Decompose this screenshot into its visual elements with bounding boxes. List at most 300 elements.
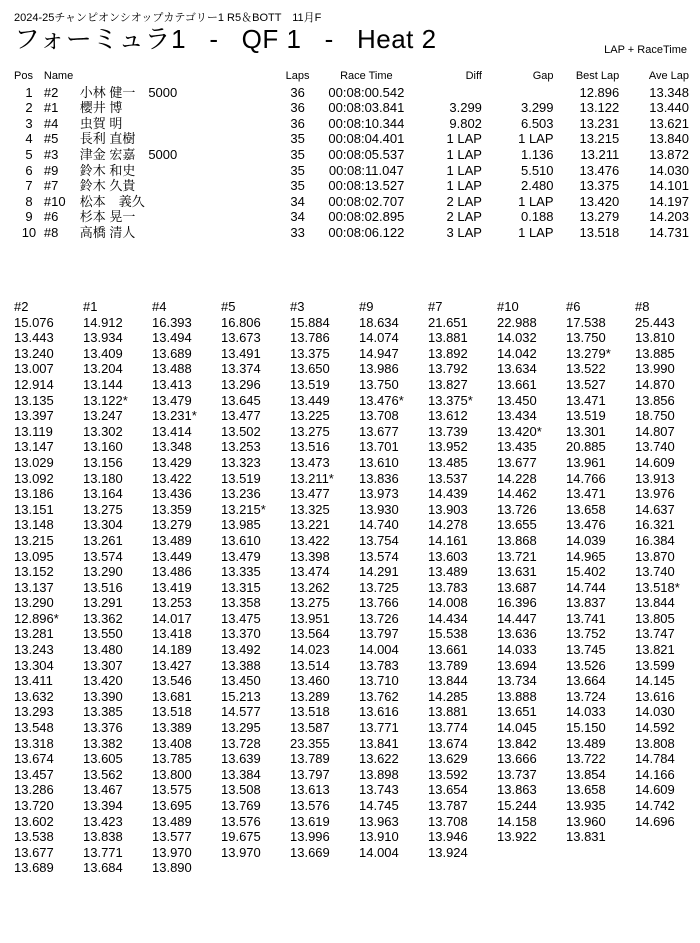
laps-cell: 35: [290, 162, 305, 178]
ave-lap-cell: 14.197: [649, 193, 689, 209]
title-session: QF 1: [241, 24, 302, 54]
lap-time: 13.726: [359, 610, 399, 626]
lap-column-car-number: #8: [635, 299, 650, 314]
lap-column: [14, 299, 84, 876]
lap-column: [566, 299, 636, 845]
lap-time: 15.538: [428, 626, 468, 642]
lap-time: 13.279: [152, 517, 192, 533]
lap-time: 13.029: [14, 454, 54, 470]
lap-time: 14.870: [635, 376, 675, 392]
ave-lap-cell: 13.440: [649, 100, 689, 116]
lap-time: 13.694: [497, 657, 537, 673]
lap-time: 13.808: [635, 735, 675, 751]
lap-time: 12.896*: [14, 610, 59, 626]
lap-time: 14.189: [152, 642, 192, 658]
lap-time: 13.708: [359, 408, 399, 424]
lap-time: 13.296: [221, 376, 261, 392]
lap-time: 13.516: [83, 579, 123, 595]
lap-time: 13.411: [14, 673, 53, 689]
table-row: [14, 162, 689, 178]
lap-time: 13.279*: [566, 345, 611, 361]
lap-time: 13.603: [428, 548, 468, 564]
lap-time: 13.740: [635, 564, 675, 580]
lap-time: 14.291: [359, 564, 399, 580]
lap-time: 13.304: [83, 517, 123, 533]
lap-time: 13.985: [221, 517, 261, 533]
lap-time: 14.074: [359, 330, 399, 346]
lap-time: 13.301: [566, 423, 606, 439]
gap-cell: 1.136: [520, 146, 554, 162]
lap-time: 13.375: [290, 345, 330, 361]
lap-time: 13.664: [566, 673, 606, 689]
lap-time: 13.913: [635, 470, 675, 486]
lap-time: 13.423: [83, 813, 123, 829]
lap-time: 13.639: [221, 751, 261, 767]
lap-time: 13.844: [428, 673, 468, 689]
lap-time: 13.186: [14, 486, 54, 502]
lap-time: 13.518*: [635, 579, 680, 595]
lap-time: 13.429: [152, 454, 192, 470]
lap-time: 13.215: [14, 532, 54, 548]
race-time-cell: 00:08:06.122: [328, 224, 405, 240]
col-header-diff: Diff: [465, 70, 482, 82]
race-time-cell: 00:08:05.537: [328, 146, 405, 162]
table-row: [14, 131, 689, 147]
ave-lap-cell: 14.030: [649, 162, 689, 178]
car-number-cell: #5: [43, 131, 59, 147]
lap-time: 13.898: [359, 766, 399, 782]
lap-time: 13.786: [290, 330, 330, 346]
lap-time: 15.244: [497, 798, 537, 813]
lap-time: 13.890: [152, 860, 192, 876]
lap-time: 14.278: [428, 517, 468, 533]
lap-time: 13.881: [428, 704, 468, 720]
lap-time: 13.976: [635, 486, 675, 502]
ave-lap-cell: 14.731: [649, 224, 689, 240]
diff-cell: 9.802: [449, 115, 482, 131]
lap-time: 13.362: [83, 610, 123, 626]
lap-time: 14.609: [635, 782, 675, 798]
laps-cell: 35: [290, 146, 305, 162]
lap-time: 14.447: [497, 610, 537, 626]
lap-time: 14.740: [359, 517, 399, 533]
lap-time: 13.741: [566, 610, 606, 626]
race-time-cell: 00:08:13.527: [328, 178, 405, 194]
diff-cell: 1 LAP: [446, 162, 482, 178]
lap-time: 13.774: [428, 720, 468, 736]
driver-name-cell: 小林 健一 5000: [79, 84, 178, 100]
lap-time: 13.836: [359, 470, 399, 486]
lap-time: 13.934: [83, 330, 123, 346]
lap-time: 14.577: [221, 704, 261, 720]
lap-note: LAP + RaceTime: [604, 44, 687, 56]
lap-time: 14.766: [566, 470, 606, 486]
lap-time: 14.439: [428, 486, 468, 502]
table-row: [14, 178, 689, 194]
lap-time: 13.619: [290, 813, 330, 829]
lap-time: 13.632: [14, 688, 54, 704]
lap-time: 13.951: [290, 610, 330, 626]
lap-time: 13.414: [152, 423, 192, 439]
lap-time: 13.390: [83, 688, 123, 704]
lap-time: 13.870: [635, 548, 675, 564]
laps-cell: 35: [290, 131, 305, 147]
car-number-cell: #3: [43, 146, 59, 162]
laps-cell: 35: [290, 178, 305, 194]
lap-time: 17.538: [566, 314, 606, 330]
lap-column-car-number: #10: [497, 299, 519, 314]
race-time-cell: 00:08:03.841: [328, 100, 405, 116]
lap-time: 13.737: [497, 766, 537, 782]
lap-time: 14.008: [428, 595, 468, 611]
lap-time: 13.476*: [359, 392, 404, 408]
lap-time: 13.526: [566, 657, 606, 673]
lap-time: 13.473: [290, 454, 330, 470]
diff-cell: 1 LAP: [446, 146, 482, 162]
lap-time: 13.519: [566, 408, 606, 424]
lap-time: 13.247: [83, 408, 123, 424]
pos-cell: 6: [25, 162, 33, 178]
lap-time: 13.752: [566, 626, 606, 642]
lap-time: 13.443: [14, 330, 54, 346]
car-number-cell: #2: [43, 84, 59, 100]
lap-time: 13.762: [359, 688, 399, 704]
lap-time: 13.460: [290, 673, 330, 689]
lap-time: 13.599: [635, 657, 675, 673]
lap-time: 13.720: [14, 798, 54, 813]
diff-cell: 1 LAP: [446, 131, 482, 147]
lap-time: 21.651: [428, 314, 468, 330]
lap-time: 13.151: [14, 501, 54, 517]
ave-lap-cell: 13.840: [649, 131, 689, 147]
lap-time: 13.986: [359, 361, 399, 377]
table-row: [14, 225, 689, 241]
lap-time: 13.661: [497, 376, 537, 392]
lap-time: 13.754: [359, 532, 399, 548]
lap-time: 13.710: [359, 673, 399, 689]
lap-time: 14.032: [497, 330, 537, 346]
gap-cell: 1 LAP: [518, 224, 554, 240]
col-header-ave-lap: Ave Lap: [648, 70, 689, 82]
lap-time: 13.474: [290, 564, 330, 580]
lap-time: 13.973: [359, 486, 399, 502]
lap-time: 13.492: [221, 642, 261, 658]
lap-time: 13.841: [359, 735, 399, 751]
lap-time: 13.394: [83, 798, 123, 813]
lap-time: 13.970: [152, 844, 192, 860]
lap-time: 13.616: [359, 704, 399, 720]
lap-time: 13.661: [428, 642, 468, 658]
gap-cell: 0.188: [520, 209, 554, 225]
lap-time: 13.450: [221, 673, 261, 689]
lap-time: 23.355: [290, 735, 330, 751]
lap-time: 13.930: [359, 501, 399, 517]
lap-time: 13.479: [152, 392, 192, 408]
lap-time: 13.293: [14, 704, 54, 720]
lap-time: 13.215*: [221, 501, 266, 517]
lap-time: 16.396: [497, 595, 537, 611]
pos-cell: 8: [25, 193, 33, 209]
lap-time: 13.669: [290, 844, 330, 860]
lap-time: 13.302: [83, 423, 123, 439]
lap-time: 14.158: [497, 813, 537, 829]
lap-time: 19.675: [221, 829, 261, 845]
lap-time: 13.725: [359, 579, 399, 595]
lap-time: 14.912: [83, 314, 123, 330]
diff-cell: 1 LAP: [446, 178, 482, 194]
lap-time: 13.681: [152, 688, 192, 704]
lap-time: 14.434: [428, 610, 468, 626]
gap-cell: 5.510: [520, 162, 554, 178]
lap-time: 13.348: [152, 439, 192, 455]
lap-time: 13.007: [14, 361, 54, 377]
lap-time: 14.965: [566, 548, 606, 564]
lap-time: 13.435: [497, 439, 537, 455]
lap-time: 13.471: [566, 486, 606, 502]
lap-time: 13.489: [428, 564, 468, 580]
lap-time: 13.147: [14, 439, 54, 455]
driver-name-cell: 鈴木 和史: [79, 162, 136, 178]
best-lap-cell: 13.375: [579, 178, 620, 194]
pos-cell: 9: [25, 209, 33, 225]
lap-time: 13.631: [497, 564, 537, 580]
lap-time: 14.145: [635, 673, 675, 689]
lap-time: 13.750: [566, 330, 606, 346]
lap-time: 13.290: [83, 564, 123, 580]
lap-time: 13.838: [83, 829, 123, 845]
lap-column-car-number: #9: [359, 299, 374, 314]
lap-time: 13.514: [290, 657, 330, 673]
lap-time: 13.491: [221, 345, 261, 361]
title-dash: -: [209, 24, 219, 54]
lap-column: [290, 299, 360, 860]
lap-time: 13.892: [428, 345, 468, 361]
lap-time: 13.888: [497, 688, 537, 704]
lap-time: 13.295: [221, 720, 261, 736]
lap-time: 13.375*: [428, 392, 473, 408]
lap-time: 13.221: [290, 517, 330, 533]
lap-time: 13.771: [359, 720, 399, 736]
col-header-best-lap: Best Lap: [575, 70, 620, 82]
lap-time: 13.910: [359, 829, 399, 845]
lap-time: 14.161: [428, 532, 468, 548]
ave-lap-cell: 14.203: [649, 209, 689, 225]
pos-cell: 2: [25, 100, 33, 116]
lap-time: 13.789: [290, 751, 330, 767]
lap-time: 25.443: [635, 314, 675, 330]
results-header-row: [14, 69, 689, 85]
lap-time: 14.592: [635, 720, 675, 736]
lap-time: 13.800: [152, 766, 192, 782]
lap-time: 13.610: [359, 454, 399, 470]
lap-time: 13.419: [152, 579, 192, 595]
lap-time: 14.039: [566, 532, 606, 548]
lap-time: 13.708: [428, 813, 468, 829]
lap-time: 13.156: [83, 454, 123, 470]
col-header-laps: Laps: [285, 70, 310, 82]
lap-time: 13.734: [497, 673, 537, 689]
best-lap-cell: 13.215: [579, 131, 620, 147]
lap-time: 13.868: [497, 532, 537, 548]
lap-column: [428, 299, 498, 860]
lap-time: 15.884: [290, 314, 330, 330]
lap-time: 13.427: [152, 657, 192, 673]
lap-time: 13.574: [359, 548, 399, 564]
lap-time: 13.575: [152, 782, 192, 798]
lap-time: 13.587: [290, 720, 330, 736]
lap-time: 13.546: [152, 673, 192, 689]
lap-time: 13.307: [83, 657, 123, 673]
lap-column: [221, 299, 291, 860]
lap-time: 13.275: [290, 423, 330, 439]
car-number-cell: #10: [43, 193, 66, 209]
lap-time: 13.388: [221, 657, 261, 673]
laps-cell: 33: [290, 224, 305, 240]
lap-time: 13.389: [152, 720, 192, 736]
lap-time: 13.610: [221, 532, 261, 548]
lap-time: 13.785: [152, 751, 192, 767]
lap-time: 13.382: [83, 735, 123, 751]
lap-time: 13.842: [497, 735, 537, 751]
lap-time: 13.527: [566, 376, 606, 392]
lap-time: 16.384: [635, 532, 675, 548]
lap-column: [83, 299, 153, 876]
lap-time: 13.135: [14, 392, 54, 408]
lap-times-grid: [14, 299, 694, 939]
lap-time: 13.508: [221, 782, 261, 798]
lap-time: 13.180: [83, 470, 123, 486]
lap-time: 13.502: [221, 423, 261, 439]
lap-time: 13.152: [14, 564, 54, 580]
lap-time: 13.518: [152, 704, 192, 720]
lap-time: 13.689: [152, 345, 192, 361]
lap-time: 13.291: [83, 595, 123, 611]
diff-cell: 3 LAP: [446, 224, 482, 240]
lap-column-car-number: #4: [152, 299, 167, 314]
driver-name-cell: 長利 直樹: [79, 131, 136, 147]
lap-time: 13.261: [83, 532, 123, 548]
title-heat: Heat 2: [356, 24, 437, 54]
race-time-cell: 00:08:10.344: [328, 115, 405, 131]
race-time-cell: 00:08:11.047: [328, 162, 404, 178]
lap-time: 13.684: [83, 860, 123, 876]
lap-time: 22.988: [497, 314, 537, 330]
diff-cell: 2 LAP: [446, 193, 482, 209]
lap-time: 14.045: [497, 720, 537, 736]
lap-time: 13.970: [221, 844, 261, 860]
race-time-cell: 00:08:04.401: [328, 131, 405, 147]
best-lap-cell: 13.231: [579, 115, 620, 131]
lap-time: 13.960: [566, 813, 606, 829]
lap-time: 13.275: [83, 501, 123, 517]
lap-time: 13.885: [635, 345, 675, 361]
pos-cell: 4: [25, 131, 33, 147]
laps-cell: 34: [290, 193, 305, 209]
lap-time: 13.304: [14, 657, 54, 673]
lap-time: 13.384: [221, 766, 261, 782]
lap-time: 13.204: [83, 361, 123, 377]
lap-time: 13.548: [14, 720, 54, 736]
lap-time: 14.004: [359, 844, 399, 860]
table-row: [14, 85, 689, 101]
lap-time: 13.622: [359, 751, 399, 767]
lap-time: 13.489: [152, 532, 192, 548]
lap-time: 13.797: [290, 766, 330, 782]
lap-time: 13.358: [221, 595, 261, 611]
lap-time: 13.480: [83, 642, 123, 658]
lap-time: 13.449: [290, 392, 330, 408]
col-header-name: Name: [43, 70, 74, 82]
lap-time: 13.537: [428, 470, 468, 486]
lap-column-car-number: #7: [428, 299, 443, 314]
lap-time: 14.285: [428, 688, 468, 704]
title-series: フォーミュラ1: [14, 24, 187, 54]
lap-time: 13.488: [152, 361, 192, 377]
lap-time: 13.592: [428, 766, 468, 782]
lap-time: 13.253: [152, 595, 192, 611]
car-number-cell: #7: [43, 178, 59, 194]
lap-time: 13.745: [566, 642, 606, 658]
lap-time: 13.783: [428, 579, 468, 595]
table-row: [14, 209, 689, 225]
lap-time: 13.677: [497, 454, 537, 470]
lap-time: 14.042: [497, 345, 537, 361]
table-row: [14, 194, 689, 210]
lap-column-car-number: #1: [83, 299, 98, 314]
lap-time: 13.602: [14, 813, 54, 829]
lap-time: 13.792: [428, 361, 468, 377]
ave-lap-cell: 13.872: [649, 146, 689, 162]
lap-time: 13.821: [635, 642, 675, 658]
car-number-cell: #9: [43, 162, 59, 178]
lap-time: 13.240: [14, 345, 54, 361]
lap-time: 13.467: [83, 782, 123, 798]
lap-time: 13.789: [428, 657, 468, 673]
lap-time: 13.370: [221, 626, 261, 642]
lap-time: 13.519: [290, 376, 330, 392]
lap-time: 13.516: [290, 439, 330, 455]
lap-time: 13.385: [83, 704, 123, 720]
best-lap-cell: 13.279: [579, 209, 620, 225]
race-time-cell: 00:08:02.707: [328, 193, 405, 209]
lap-time: 13.854: [566, 766, 606, 782]
lap-time: 13.434: [497, 408, 537, 424]
best-lap-cell: 13.122: [579, 100, 620, 116]
gap-cell: 2.480: [520, 178, 554, 194]
driver-name-cell: 櫻井 博: [79, 100, 123, 116]
driver-name-cell: 高橋 清人: [79, 224, 136, 240]
best-lap-cell: 13.518: [579, 224, 620, 240]
lap-column: [152, 299, 222, 876]
lap-time: 13.689: [14, 860, 54, 876]
lap-time: 13.634: [497, 361, 537, 377]
lap-time: 14.033: [497, 642, 537, 658]
lap-time: 13.952: [428, 439, 468, 455]
lap-time: 13.677: [14, 844, 54, 860]
lap-time: 13.721: [497, 548, 537, 564]
lap-time: 13.420*: [497, 423, 542, 439]
lap-time: 14.030: [635, 704, 675, 720]
lap-time: 13.740: [635, 439, 675, 455]
lap-time: 13.935: [566, 798, 606, 813]
lap-time: 13.810: [635, 330, 675, 346]
lap-time: 13.837: [566, 595, 606, 611]
pos-cell: 7: [25, 178, 33, 194]
lap-time: 13.739: [428, 423, 468, 439]
lap-time: 13.137: [14, 579, 54, 595]
table-row: [14, 100, 689, 116]
lap-column-car-number: #5: [221, 299, 236, 314]
